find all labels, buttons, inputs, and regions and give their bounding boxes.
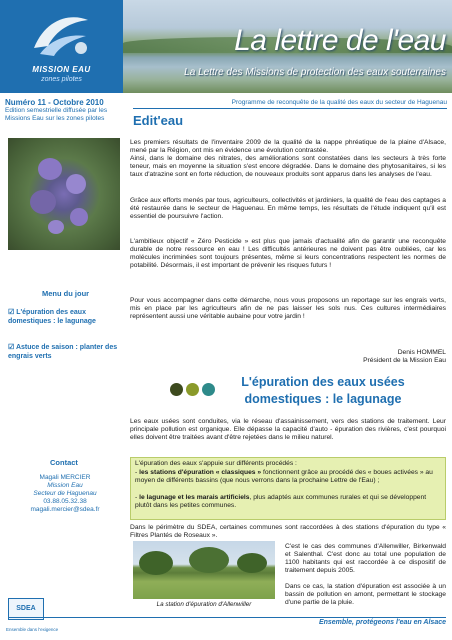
signature-name: Denis HOMMEL (397, 349, 446, 356)
programme-title: Programme de reconquête de la qualité des eaux du secteur de Haguenau (231, 99, 447, 106)
process-item-text: , plus adaptés aux communes rurales et qui se développent plutôt dans les petites communes. (135, 494, 427, 509)
process-box-intro: L'épuration des eaux s'appuie sur différents procédés : (135, 460, 297, 467)
signature-title: Président de la Mission Eau (363, 357, 446, 364)
menu-item-lagunage[interactable]: ☑ L'épuration des eaux domestiques : le lagunage (8, 309, 96, 325)
logo-text: MISSION EAU (32, 65, 91, 74)
process-item-text: fonctionnent grâce au procédé des « boues activées » au moyen de différents bassins (que nous verrons dans la prochaine Lettre de l'Eau) ; (135, 469, 433, 484)
editorial-paragraph: Ainsi, dans le domaine des nitrates, des améliorations sont constatées dans les secteurs à très forte teneur, mais en moyenne la situation s'est encore dégradée. Dans le domaine des phytosanitaires, si les taux d'atrazine sont en forte réduction, de nouveaux produits sont apparus dans les analyses de l'eau. (130, 155, 446, 178)
header-divider (133, 108, 447, 109)
sdea-tagline: Ensemble dans l'exigence (6, 627, 59, 632)
issue-number: Numéro 11 - Octobre 2010 (5, 98, 104, 107)
logo-subtext: zones pilotes (41, 76, 82, 83)
editorial-paragraph: Grâce aux efforts menés par tous, agriculteurs, collectivités et jardiniers, la qualité de l'eau des captages a été restaurée dans le secteur de Haguenau. En même temps, les résultats de l'étude indiquent qu'il est essentiel de poursuivre l'action. (130, 197, 446, 220)
water-drop-logo-icon (26, 8, 96, 63)
process-item: - les stations d'épuration « classiques » fonctionnent grâce au procédé des « boues activées » au moyen de différents bassins (que nous verrons dans la prochaine Lettre de l'Eau) ; (135, 469, 433, 484)
section-intro: Les eaux usées sont conduites, via le réseau d'assainissement, vers des stations de traitement. Leur principale pollution est organique. Elle dépasse la capacité d'auto - épuration des rivières, c'est pourquoi elles doivent être traitées avant d'être rejetées dans le milieu naturel. (130, 418, 446, 441)
section-title: L'épuration des eaux usées (241, 375, 405, 389)
contact-email[interactable]: magali.mercier@sdea.fr (30, 506, 100, 513)
sdea-logo: SDEA (8, 598, 44, 620)
mission-eau-logo (0, 0, 123, 93)
contact-phone: 03.88.05.32.38 (43, 498, 87, 505)
station-paragraph: Dans ce cas, la station d'épuration est associée à un bassin de pollution en amont, permettant le stockage d'une partie de la pluie. (285, 583, 446, 606)
contact-role: Mission Eau (47, 482, 83, 489)
process-item-bold: le lagunage et les marais artificiels (139, 494, 250, 501)
editorial-heading: Edit'eau (133, 113, 184, 128)
contact-title: Contact (50, 458, 78, 467)
process-item: - le lagunage et les marais artificiels, plus adaptés aux communes rurales et qui se développent plutôt dans les petites communes. (135, 494, 427, 509)
sdea-paragraph: Dans le périmètre du SDEA, certaines communes sont raccordées à des stations d'épuration du type « Filtres Plantés de Roseaux ». (130, 524, 446, 539)
section-bullet-icon (186, 383, 199, 396)
contact-sector: Secteur de Haguenau (33, 490, 97, 497)
station-paragraph: C'est le cas des communes d'Allenwiller, Birkenwald et Salenthal. C'est donc au total une population de 1100 habitants qui est raccordée à ce dispositif de traitement depuis 2005. (285, 543, 446, 574)
station-photo (133, 541, 275, 599)
menu-title: Menu du jour (42, 289, 90, 298)
contact-name: Magali MERCIER (39, 474, 91, 481)
section-bullet-icon (170, 383, 183, 396)
newsletter-subtitle: La Lettre des Missions de protection des eaux souterraines (184, 67, 446, 78)
edition-note: Edition semestrielle diffusée par les Missions Eau sur les zones pilotes (5, 107, 108, 122)
editorial-paragraph: Pour vous accompagner dans cette démarche, nous vous proposons un reportage sur les engrais verts, mis en place par les agriculteurs afin de ne pas laisser les sols nus. Ces cultures intermédiaires représentent aussi une véritable aubaine pour votre jardin ! (130, 297, 446, 320)
station-photo-caption: La station d'épuration d'Allenwiller (156, 601, 252, 608)
editorial-paragraph: L'ambitieux objectif « Zéro Pesticide » est plus que jamais d'actualité afin de garantir une reconquête durable de notre ressource en eau ! Les difficultés antérieures ne doivent pas être oubliées, car les molécules incriminées sont toujours présentes, même si leurs concentrations respectent les normes de potabilité. Désormais, il est important de prévenir les risques futurs ! (130, 238, 446, 269)
phacelia-flower-photo (8, 138, 120, 250)
footer-slogan: Ensemble, protégeons l'eau en Alsace (318, 619, 446, 626)
process-item-bold: les stations d'épuration « classiques » (139, 469, 262, 476)
footer-divider (8, 617, 446, 618)
editorial-paragraph: Les premiers résultats de l'inventaire 2009 de la qualité de la nappe phréatique de la plaine d'Alsace, mené par la Région, ont mis en évidence une évolution contrastée. (130, 139, 446, 154)
section-title: domestiques : le lagunage (244, 392, 402, 406)
newsletter-title: La lettre de l'eau (234, 24, 446, 57)
menu-item-engrais-verts[interactable]: ☑ Astuce de saison : planter des engrais verts (8, 344, 118, 360)
